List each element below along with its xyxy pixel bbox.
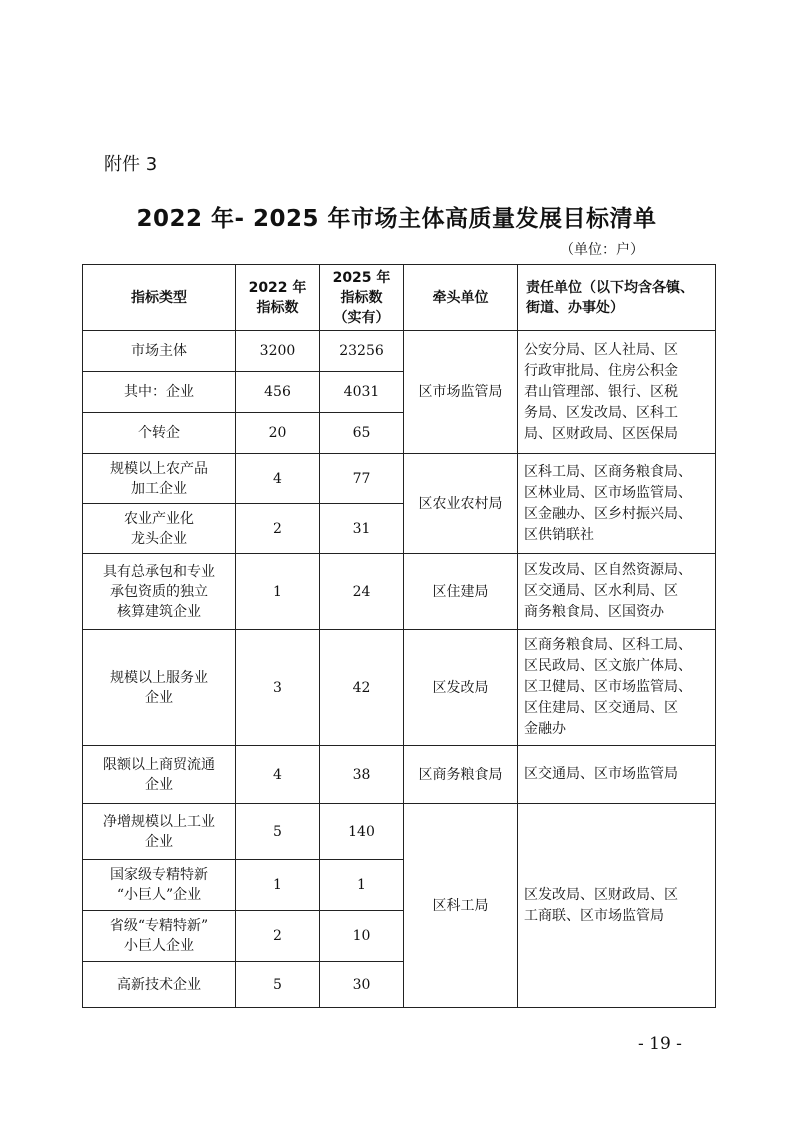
header-2025: 2025 年 指标数 （实有） <box>320 265 404 331</box>
cell-2025: 38 <box>320 746 404 804</box>
cell-2025: 31 <box>320 504 404 554</box>
header-row <box>83 265 716 331</box>
cell-2022: 2 <box>236 504 320 554</box>
page-number: - 19 - <box>638 1034 682 1054</box>
cell-lead: 区住建局 <box>404 554 518 630</box>
cell-2022: 20 <box>236 413 320 454</box>
table-row <box>83 746 716 804</box>
cell-resp: 区商务粮食局、区科工局、 区民政局、区文旅广体局、 区卫健局、区市场监管局、 区住建局、区交通局、区 金融办 <box>518 630 716 746</box>
unit-note: （单位：户） <box>560 242 644 258</box>
cell-type: 规模以上农产品 加工企业 <box>83 454 236 504</box>
header-resp: 责任单位（以下均含各镇、 街道、办事处） <box>518 265 716 331</box>
cell-2025: 65 <box>320 413 404 454</box>
cell-2025: 1 <box>320 860 404 911</box>
cell-type: 省级“专精特新” 小巨人企业 <box>83 911 236 962</box>
cell-type: 市场主体 <box>83 331 236 372</box>
table-row <box>83 804 716 860</box>
cell-2025: 4031 <box>320 372 404 413</box>
table-row <box>83 630 716 746</box>
cell-2022: 1 <box>236 554 320 630</box>
cell-2025: 30 <box>320 962 404 1008</box>
cell-2022: 2 <box>236 911 320 962</box>
cell-2022: 4 <box>236 454 320 504</box>
table-row <box>83 331 716 372</box>
cell-lead: 区农业农村局 <box>404 454 518 554</box>
cell-type: 国家级专精特新 “小巨人”企业 <box>83 860 236 911</box>
cell-2025: 140 <box>320 804 404 860</box>
cell-resp: 区发改局、区财政局、区 工商联、区市场监管局 <box>518 804 716 1008</box>
cell-type: 高新技术企业 <box>83 962 236 1008</box>
cell-type: 净增规模以上工业 企业 <box>83 804 236 860</box>
table-row <box>83 454 716 504</box>
cell-2022: 5 <box>236 804 320 860</box>
cell-2022: 1 <box>236 860 320 911</box>
header-2022: 2022 年 指标数 <box>236 265 320 331</box>
cell-2022: 456 <box>236 372 320 413</box>
cell-2022: 3200 <box>236 331 320 372</box>
cell-2025: 24 <box>320 554 404 630</box>
cell-2025: 77 <box>320 454 404 504</box>
document-title: 2022 年- 2025 年市场主体高质量发展目标清单 <box>136 206 657 232</box>
header-type: 指标类型 <box>83 265 236 331</box>
cell-2025: 42 <box>320 630 404 746</box>
cell-type: 农业产业化 龙头企业 <box>83 504 236 554</box>
cell-resp: 区交通局、区市场监管局 <box>518 746 716 804</box>
cell-lead: 区市场监管局 <box>404 331 518 454</box>
cell-lead: 区发改局 <box>404 630 518 746</box>
header-lead: 牵头单位 <box>404 265 518 331</box>
cell-2025: 23256 <box>320 331 404 372</box>
cell-resp: 区科工局、区商务粮食局、 区林业局、区市场监管局、 区金融办、区乡村振兴局、 区供销联社 <box>518 454 716 554</box>
target-table <box>82 264 716 1008</box>
attachment-label: 附件 3 <box>104 154 158 175</box>
table-row <box>83 554 716 630</box>
cell-lead: 区科工局 <box>404 804 518 1008</box>
cell-type: 其中：企业 <box>83 372 236 413</box>
cell-2025: 10 <box>320 911 404 962</box>
cell-resp: 区发改局、区自然资源局、 区交通局、区水利局、区 商务粮食局、区国资办 <box>518 554 716 630</box>
cell-2022: 4 <box>236 746 320 804</box>
cell-type: 限额以上商贸流通 企业 <box>83 746 236 804</box>
cell-type: 规模以上服务业 企业 <box>83 630 236 746</box>
cell-lead: 区商务粮食局 <box>404 746 518 804</box>
cell-resp: 公安分局、区人社局、区 行政审批局、住房公积金 君山管理部、银行、区税 务局、区发改局、区科工 局、区财政局、区医保局 <box>518 331 716 454</box>
cell-type: 个转企 <box>83 413 236 454</box>
cell-type: 具有总承包和专业 承包资质的独立 核算建筑企业 <box>83 554 236 630</box>
cell-2022: 5 <box>236 962 320 1008</box>
cell-2022: 3 <box>236 630 320 746</box>
